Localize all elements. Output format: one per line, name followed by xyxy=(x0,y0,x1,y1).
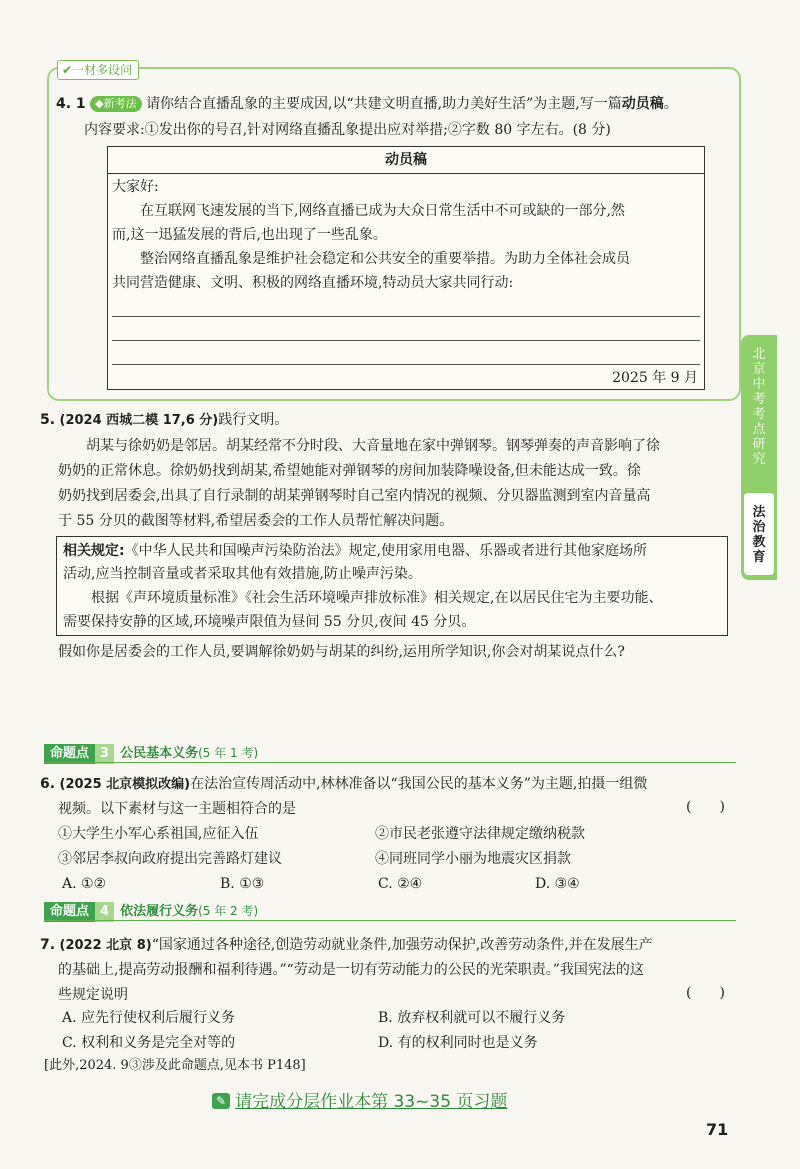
section-number: 4 xyxy=(95,902,114,922)
q7-line1 xyxy=(40,935,653,956)
speech-title: 动员稿 xyxy=(385,152,427,168)
q7-option-a[interactable]: A. 应先行使权利后履行义务 xyxy=(62,1010,236,1026)
q5-para-line: 奶奶找到居委会,出具了自行录制的胡某弹钢琴时自己室内情况的视频、分贝器监测到室内音量高 xyxy=(58,488,651,504)
q6-option-d[interactable]: D. ③④ xyxy=(535,876,580,892)
rule-text: 活动,应当控制音量或者采取其他有效措施,防止噪声污染。 xyxy=(63,566,422,582)
speech-greeting: 大家好: xyxy=(112,179,159,195)
check-icon: ✔ xyxy=(62,63,73,77)
q41-number: 4. 1 xyxy=(56,96,86,112)
q7-note: [此外,2024. 9③涉及此命题点,见本书 P148] xyxy=(44,1058,306,1073)
side-tab-top: 北 京 中 考 考 点 研 究 xyxy=(752,347,766,467)
q41-prompt: 请你结合直播乱象的主要成因,以“共建文明直播,助力美好生活”为主题,写一篇 xyxy=(146,96,622,112)
side-tab-bottom: 法 治 教 育 xyxy=(744,493,774,575)
answer-line[interactable] xyxy=(112,316,700,317)
q6-line1 xyxy=(40,774,647,795)
regulations-box xyxy=(56,536,728,636)
new-method-badge xyxy=(90,96,141,112)
q7-stem: 的基础上,提高劳动报酬和福利待遇。”“劳动是一切有劳动能力的公民的光荣职责。”我国宪法的这 xyxy=(58,962,644,978)
section-header-3 xyxy=(44,742,258,762)
answer-bracket[interactable]: ( ) xyxy=(686,985,725,1001)
q6-item: ①大学生小军心系祖国,应征入伍 xyxy=(58,826,259,842)
section-tag: 命题点 xyxy=(44,744,95,764)
side-chapter-tab xyxy=(741,335,777,580)
q6-item: ②市民老张遵守法律规定缴纳税款 xyxy=(375,826,585,842)
speech-para2-line2: 共同营造健康、文明、积极的网络直播环境,特动员大家共同行动: xyxy=(112,275,514,291)
rule-text: 根据《声环境质量标准》《社会生活环境噪声排放标准》相关规定,在以居民住宅为主要功能、 xyxy=(91,590,663,606)
badge-label: 新考法 xyxy=(103,97,137,110)
q6-source: (2025 北京模拟改编) xyxy=(59,777,191,792)
rule-label: 相关规定: xyxy=(63,543,125,559)
shield-icon: ◆ xyxy=(95,97,104,110)
edit-icon: ✎ xyxy=(212,1093,230,1109)
section-divider xyxy=(44,762,736,763)
page-number: 71 xyxy=(706,1120,729,1139)
section-title: 公民基本义务 xyxy=(120,746,199,761)
section-divider xyxy=(44,920,736,921)
q7-stem: “国家通过各种途径,创造劳动就业条件,加强劳动保护,改善劳动条件,并在发展生产 xyxy=(151,937,653,953)
q41-prompt-bold: 动员稿 xyxy=(621,96,664,112)
q41-prompt-end: 。 xyxy=(663,96,678,112)
speech-date: 2025 年 9 月 xyxy=(612,370,698,386)
section-header-4 xyxy=(44,900,258,920)
q7-option-d[interactable]: D. 有的权利同时也是义务 xyxy=(378,1035,538,1051)
speech-para1-line1: 在互联网飞速发展的当下,网络直播已成为大众日常生活中不可或缺的一部分,然 xyxy=(140,203,625,219)
answer-line[interactable] xyxy=(112,364,700,365)
q6-option-b[interactable]: B. ①③ xyxy=(220,876,265,892)
rule-line-1 xyxy=(63,541,647,561)
q6-stem: 视频。以下素材与这一主题相符合的是 xyxy=(58,801,296,817)
speech-box xyxy=(107,146,705,390)
q7-stem: 些规定说明 xyxy=(58,987,128,1003)
q5-title: 践行文明。 xyxy=(218,412,289,428)
q41-requirements: 内容要求:①发出你的号召,针对网络直播乱象提出应对举措;②字数 80 字左右。(8 分) xyxy=(84,122,611,138)
rule-text: 需要保持安静的区域,环境噪声限值为昼间 55 分贝,夜间 45 分贝。 xyxy=(63,614,476,630)
q6-item: ③邻居李叔向政府提出完善路灯建议 xyxy=(58,851,282,867)
rule-text: 《中华人民共和国噪声污染防治法》规定,使用家用电器、乐器或者进行其他家庭场所 xyxy=(124,543,648,559)
answer-line[interactable] xyxy=(112,340,700,341)
q7-source: (2022 北京 8) xyxy=(59,938,152,953)
q5-para-line: 奶奶的正常休息。徐奶奶找到胡某,希望她能对弹钢琴的房间加装降噪设备,但未能达成一致。徐 xyxy=(58,463,641,479)
q6-option-a[interactable]: A. ①② xyxy=(62,876,107,892)
section-sub: (5 年 1 考) xyxy=(198,746,259,760)
q5-number: 5. xyxy=(40,412,56,428)
q7-option-b[interactable]: B. 放弃权利就可以不履行义务 xyxy=(378,1010,566,1026)
q5-header xyxy=(40,410,288,431)
q6-option-c[interactable]: C. ②④ xyxy=(378,876,423,892)
q5-para-line: 胡某与徐奶奶是邻居。胡某经常不分时段、大音量地在家中弹钢琴。钢琴弹奏的声音影响了徐 xyxy=(86,438,660,454)
q41-line1 xyxy=(56,94,678,114)
section-title: 依法履行义务 xyxy=(120,904,199,919)
q5-source: (2024 西城二模 17,6 分) xyxy=(59,413,219,428)
q5-para-line: 于 55 分贝的截图等材料,希望居委会的工作人员帮忙解决问题。 xyxy=(58,513,454,529)
section-sub: (5 年 2 考) xyxy=(198,904,259,918)
speech-para1-line2: 而,这一迅猛发展的背后,也出现了一些乱象。 xyxy=(112,227,387,243)
q5-question: 假如你是居委会的工作人员,要调解徐奶奶与胡某的纠纷,运用所学知识,你会对胡某说点什么? xyxy=(58,644,625,660)
q7-option-c[interactable]: C. 权利和义务是完全对等的 xyxy=(62,1035,236,1051)
section-number: 3 xyxy=(95,744,114,764)
q7-number: 7. xyxy=(40,937,56,953)
q6-number: 6. xyxy=(40,776,56,792)
homework-link-label[interactable]: 请完成分层作业本第 33~35 页习题 xyxy=(235,1092,508,1112)
homework-link[interactable] xyxy=(212,1087,507,1112)
q6-stem: 在法治宣传周活动中,林林准备以“我国公民的基本义务”为主题,拍摄一组微 xyxy=(190,776,648,792)
q6-item: ④同班同学小丽为地震灾区捐款 xyxy=(375,851,571,867)
speech-para2-line1: 整治网络直播乱象是维护社会稳定和公共安全的重要举措。为助力全体社会成员 xyxy=(140,251,630,267)
answer-bracket[interactable]: ( ) xyxy=(686,799,725,815)
frame-tag-label: 一材多设问 xyxy=(72,63,133,77)
section-tag: 命题点 xyxy=(44,902,95,922)
frame-tag xyxy=(57,60,139,80)
title-divider xyxy=(108,173,704,174)
